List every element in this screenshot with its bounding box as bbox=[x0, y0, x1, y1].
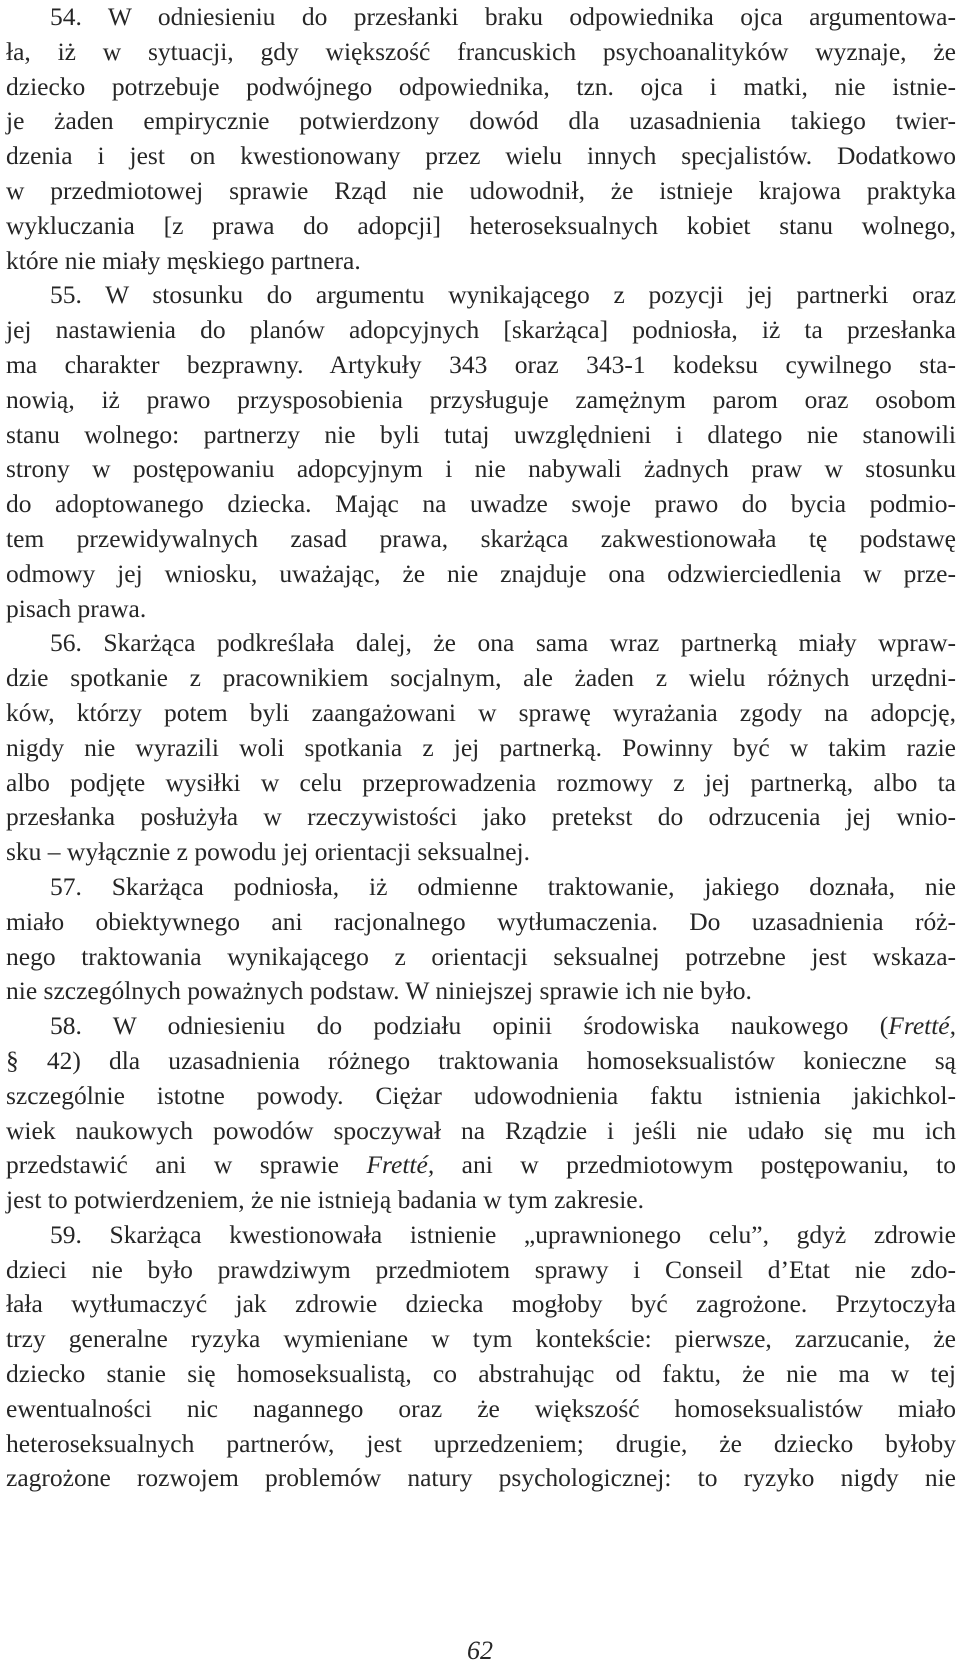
text-line: które nie miały męskiego partnera. bbox=[6, 245, 361, 275]
paragraph bbox=[6, 870, 956, 1009]
text-line: trzy generalne ryzyka wymieniane w tym kontekście: pierwsze, zarzucanie, że bbox=[6, 1324, 956, 1354]
text-line: 58. W odniesieniu do podziału opinii środowiska naukowego (Fretté, bbox=[50, 1011, 956, 1041]
text-line: łała wytłumaczyć jak zdrowie dziecka mogłoby być zagrożone. Przytoczyła bbox=[6, 1289, 956, 1319]
text-line: jest to potwierdzeniem, że nie istnieją badania w tym zakresie. bbox=[6, 1185, 644, 1215]
text-line: wykluczania [z prawa do adopcji] heteroseksualnych kobiet stanu wolnego, bbox=[6, 210, 956, 240]
text-line: nego traktowania wynikającego z orientacji seksualnej potrzebne jest wskaza- bbox=[6, 941, 956, 971]
text-line: sku – wyłącznie z powodu jej orientacji seksualnej. bbox=[6, 837, 531, 867]
text-line: ła, iż w sytuacji, gdy większość francuskich psychoanalityków wyznaje, że bbox=[6, 36, 956, 66]
text-line: dzie spotkanie z pracownikiem socjalnym, ale żaden z wielu różnych urzędni- bbox=[6, 663, 956, 693]
text-line: wiek naukowych powodów spoczywał na Rządzie i jeśli nie udało się mu ich bbox=[6, 1115, 956, 1145]
page-number: 62 bbox=[467, 1636, 493, 1665]
paragraph bbox=[6, 1218, 956, 1496]
text-line: pisach prawa. bbox=[6, 593, 147, 623]
text-line: ma charakter bezprawny. Artykuły 343 oraz 343-1 kodeksu cywilnego sta- bbox=[6, 349, 956, 379]
text-line: heteroseksualnych partnerów, jest uprzedzeniem; drugie, że dziecko byłoby bbox=[6, 1428, 956, 1458]
italic-case-name: Fretté, bbox=[888, 1011, 956, 1041]
text-line: stanu wolnego: partnerzy nie byli tutaj uwzględnieni i dlatego nie stanowili bbox=[6, 419, 956, 449]
text-line: w przedmiotowej sprawie Rząd nie udowodnił, że istnieje krajowa praktyka bbox=[6, 175, 956, 205]
text-line: je żaden empirycznie potwierdzony dowód dla uzasadnienia takiego twier- bbox=[6, 106, 956, 136]
text-line: 54. W odniesieniu do przesłanki braku odpowiednika ojca argumentowa- bbox=[50, 2, 956, 31]
text-line: strony w postępowaniu adopcyjnym i nie nabywali żadnych praw w stosunku bbox=[6, 454, 956, 484]
text-line: odmowy jej wniosku, uważając, że nie znajduje ona odzwierciedlenia w prze- bbox=[6, 558, 956, 588]
text-line: do adoptowanego dziecka. Mając na uwadze swoje prawo do bycia podmio- bbox=[6, 489, 956, 519]
text-line: nie szczególnych poważnych podstaw. W niniejszej sprawie ich nie było. bbox=[6, 976, 752, 1006]
text-line: jej nastawienia do planów adopcyjnych [skarżąca] podniosła, iż ta przesłanka bbox=[6, 315, 956, 345]
text-line: ewentualności nic nagannego oraz że większość homoseksualistów miało bbox=[6, 1393, 956, 1423]
paragraph bbox=[6, 0, 956, 278]
italic-case-name: Fretté, bbox=[366, 1150, 435, 1180]
text-line: dzieci nie było prawdziwym przedmiotem sprawy i Conseil d’Etat nie zdo- bbox=[6, 1254, 956, 1284]
text-line: dzenia i jest on kwestionowany przez wielu innych specjalistów. Dodatkowo bbox=[6, 141, 956, 171]
text-line: dziecko stanie się homoseksualistą, co abstrahując od faktu, że nie ma w tej bbox=[6, 1359, 956, 1389]
text-line: nigdy nie wyrazili woli spotkania z jej partnerką. Powinny być w takim razie bbox=[6, 732, 956, 762]
text-line: 57. Skarżąca podniosła, iż odmienne traktowanie, jakiego doznała, nie bbox=[50, 871, 956, 901]
paragraph bbox=[6, 1009, 956, 1218]
text-line: nowią, iż prawo przysposobienia przysługuje zamężnym parom oraz osobom bbox=[6, 384, 956, 414]
text-line: zagrożone rozwojem problemów natury psychologicznej: to ryzyko nigdy nie bbox=[6, 1463, 956, 1493]
text-line: miało obiektywnego ani racjonalnego wytłumaczenia. Do uzasadnienia róż- bbox=[6, 906, 956, 936]
text-line: 55. W stosunku do argumentu wynikającego z pozycji jej partnerki oraz bbox=[50, 280, 956, 310]
text-line: przedstawić ani w sprawie Fretté, ani w przedmiotowym postępowaniu, to bbox=[6, 1150, 956, 1180]
text-line: 56. Skarżąca podkreślała dalej, że ona sama wraz partnerką miały wpraw- bbox=[50, 628, 956, 658]
text-line: 59. Skarżąca kwestionowała istnienie „uprawnionego celu”, gdyż zdrowie bbox=[50, 1219, 956, 1249]
text-line: ków, którzy potem byli zaangażowani w sprawę wyrażania zgody na adopcję, bbox=[6, 697, 956, 727]
document-page bbox=[6, 0, 956, 1496]
paragraph bbox=[6, 626, 956, 870]
text-line: albo podjęte wysiłki w celu przeprowadzenia rozmowy z jej partnerką, albo ta bbox=[6, 767, 956, 797]
paragraph bbox=[6, 278, 956, 626]
text-line: § 42) dla uzasadnienia różnego traktowania homoseksualistów konieczne są bbox=[6, 1045, 956, 1075]
text-line: dziecko potrzebuje podwójnego odpowiednika, tzn. ojca i matki, nie istnie- bbox=[6, 71, 956, 101]
text-line: tem przewidywalnych zasad prawa, skarżąca zakwestionowała tę podstawę bbox=[6, 523, 956, 553]
text-line: szczególnie istotne powody. Ciężar udowodnienia faktu istnienia jakichkol- bbox=[6, 1080, 956, 1110]
text-line: przesłanka posłużyła w rzeczywistości jako pretekst do odrzucenia jej wnio- bbox=[6, 802, 956, 832]
